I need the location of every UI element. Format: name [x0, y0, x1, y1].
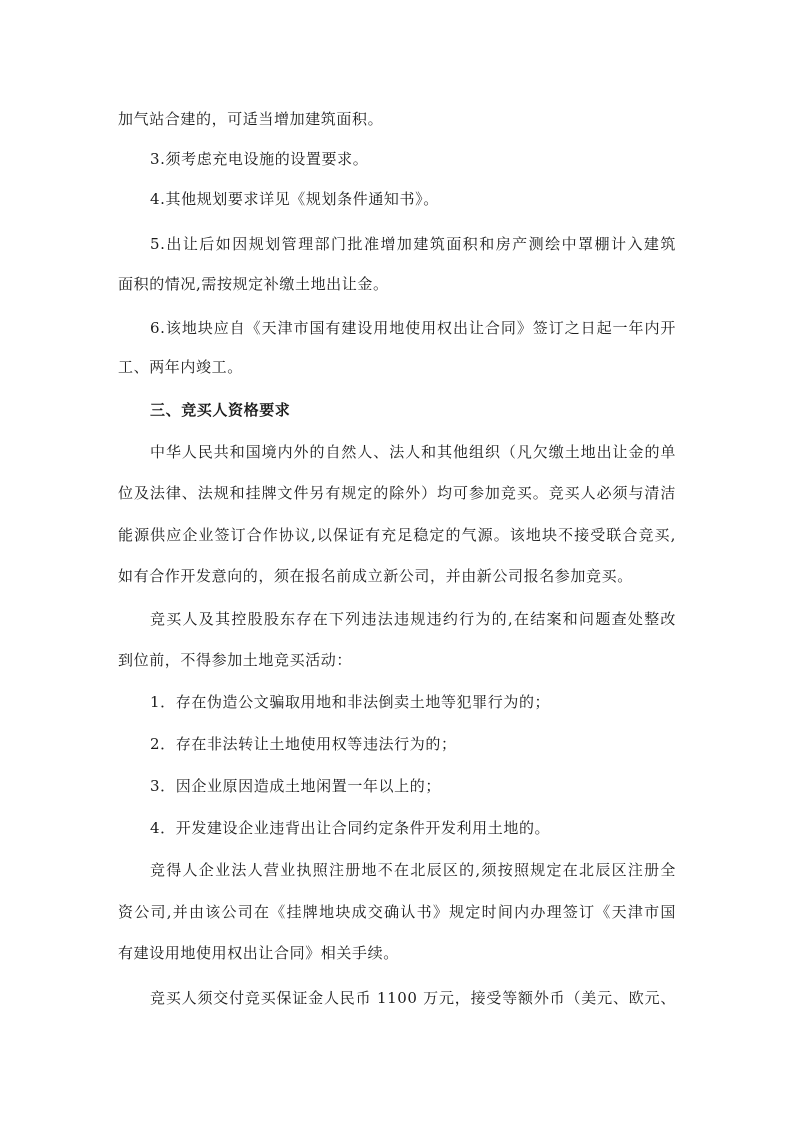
- text-line: 面积的情况,需按规定补缴土地出让金。: [118, 275, 389, 293]
- list-item: 1．存在伪造公文骗取用地和非法倒卖土地等犯罪行为的；: [150, 693, 551, 711]
- text-line: 5.出让后如因规划管理部门批准增加建筑面积和房产测绘中罩棚计入建筑: [150, 235, 676, 253]
- section-heading: 三、竞买人资格要求: [150, 401, 291, 419]
- list-item: 2．存在非法转让土地使用权等违法行为的；: [150, 735, 457, 753]
- text-line: 位及法律、法规和挂牌文件另有规定的除外）均可参加竞买。竞买人必须与清洁: [118, 484, 676, 502]
- text-line: 竞得人企业法人营业执照注册地不在北辰区的,须按照规定在北辰区注册全: [150, 861, 676, 879]
- text-line: 3.须考虑充电设施的设置要求。: [150, 150, 369, 168]
- text-line: 竞买人须交付竞买保证金人民币 1100 万元，接受等额外币（美元、欧元、: [150, 989, 676, 1007]
- text-line: 资公司,并由该公司在《挂牌地块成交确认书》规定时间内办理签订《天津市国: [118, 903, 676, 921]
- text-line: 竞买人及其控股股东存在下列违法违规违约行为的,在结案和问题查处整改: [150, 610, 676, 628]
- text-line: 中华人民共和国境内外的自然人、法人和其他组织（凡欠缴土地出让金的单: [150, 443, 676, 461]
- list-item: 4．开发建设企业违背出让合同约定条件开发利用土地的。: [150, 819, 551, 837]
- text-line: 工、两年内竣工。: [118, 358, 243, 376]
- text-line: 能源供应企业签订合作协议,以保证有充足稳定的气源。该地块不接受联合竞买,: [118, 526, 676, 544]
- text-line: 6.该地块应自《天津市国有建设用地使用权出让合同》签订之日起一年内开: [150, 319, 676, 337]
- text-line: 如有合作开发意向的，须在报名前成立新公司，并由新公司报名参加竞买。: [118, 567, 633, 585]
- text-line: 加气站合建的，可适当增加建筑面积。: [118, 110, 384, 128]
- text-line: 有建设用地使用权出让合同》相关手续。: [118, 944, 399, 962]
- text-line: 4.其他规划要求详见《规划条件通知书》。: [150, 190, 439, 208]
- list-item: 3．因企业原因造成土地闲置一年以上的；: [150, 777, 441, 795]
- text-line: 到位前，不得参加土地竞买活动：: [118, 651, 353, 669]
